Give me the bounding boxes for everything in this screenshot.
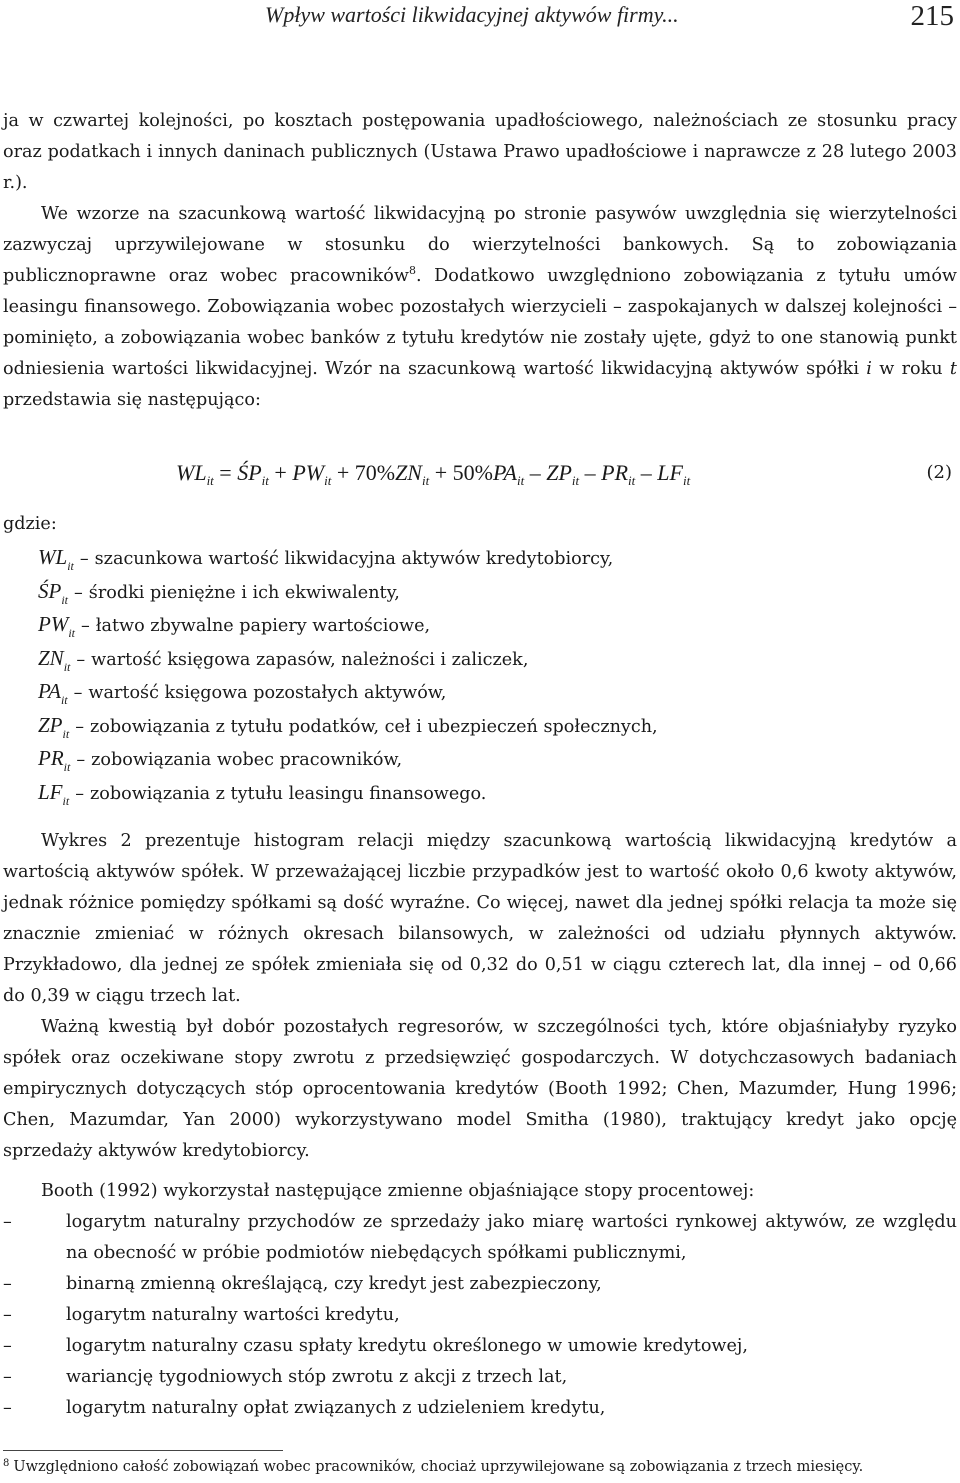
definition-dash: –: [76, 750, 86, 770]
formula-subscript: it: [421, 473, 430, 488]
formula-subscript: it: [206, 473, 214, 488]
formula-term: LF: [657, 460, 683, 485]
footnote-text: Uwzględniono całość zobowiązań wobec pracowników, chociaż uprzywilejowane są zobowiązania z trzech miesięcy.: [13, 1459, 864, 1475]
formula-term: ZN: [395, 460, 422, 485]
definition-dash: –: [73, 683, 83, 703]
definition-symbol: $LF_{it}$: [38, 779, 70, 808]
footnote-mark: 8: [3, 1458, 10, 1469]
definition-row: [38, 713, 918, 747]
variable-t: t: [949, 359, 957, 379]
definition-row: [38, 612, 918, 646]
paragraph-text: w roku: [871, 359, 950, 379]
list-dash: –: [3, 1398, 12, 1418]
definition-symbol: $PR_{it}$: [38, 746, 71, 774]
definitions-list: [38, 545, 918, 813]
list-item: – logarytm naturalny opłat związanych z udzieleniem kredytu,: [3, 1393, 957, 1424]
paragraph-text: . Dodatkowo uwzględniono zobowiązania z tytułu umów leasingu finansowego. Zobowiązania wobec pozostałych wierzycieli – zaspokajanych w dalszej kolejności – pominięto, a zobowiązania wobec banków z tytułu kredytów nie zostały ujęte, gdyż to one stanowią punkt odniesienia wartości likwidacyjnej. Wzór na szacunkową wartość likwidacyjną aktywów spółki: [3, 266, 957, 379]
definition-text: wartość księgowa pozostałych aktywów,: [88, 683, 447, 703]
list-dash: –: [3, 1336, 12, 1356]
list-dash: –: [3, 1274, 12, 1294]
list-dash: –: [3, 1212, 12, 1232]
formula-term: PW: [292, 460, 325, 485]
list-dash: –: [3, 1305, 12, 1325]
definition-text: szacunkowa wartość likwidacyjna aktywów kredytobiorcy,: [94, 549, 614, 569]
paragraph-text: przedstawia się następująco:: [3, 390, 261, 410]
list-item: – binarną zmienną określającą, czy kredyt jest zabezpieczony,: [3, 1269, 957, 1300]
variables-list: [3, 1207, 957, 1424]
definition-row: [38, 646, 918, 680]
formula-subscript: it: [682, 473, 691, 488]
definition-text: zobowiązania z tytułu podatków, ceł i ubezpieczeń społecznych,: [89, 716, 658, 737]
definition-symbol: $PA_{it}$: [38, 679, 68, 707]
footnote: [3, 1458, 957, 1475]
definition-symbol: $ZP_{it}$: [38, 712, 70, 741]
formula-subscript: it: [628, 473, 636, 488]
definition-symbol: $WL_{it}$: [38, 545, 74, 573]
definition-symbol: $PW_{it}$: [38, 612, 75, 640]
definition-row: [38, 679, 918, 713]
formula-term-prefix: +: [268, 460, 293, 485]
paragraph-continuation: ja w czwartej kolejności, po kosztach postępowania upadłościowego, należnościach ze stosunku pracy oraz podatkach i innych daninach publicznych (Ustawa Prawo upadłościowe i naprawcze z 28 lutego 2003 r.).: [3, 111, 957, 193]
definition-row: [38, 545, 918, 579]
definition-dash: –: [74, 582, 83, 603]
definition-row: [38, 579, 918, 613]
formula-term: PR: [601, 460, 629, 485]
definition-dash: –: [75, 716, 84, 737]
paragraph-booth: Booth (1992) wykorzystał następujące zmienne objaśniające stopy procentowej:: [41, 1181, 755, 1201]
formula-term-prefix: + 70%: [331, 460, 396, 485]
definition-text: wartość księgowa zapasów, należności i zaliczek,: [91, 649, 529, 670]
definition-dash: –: [79, 549, 89, 569]
formula-term: ZP: [546, 460, 572, 485]
variable-i: i: [866, 359, 872, 379]
formula-term: PA: [492, 460, 517, 485]
definition-text: środki pieniężne i ich ekwiwalenty,: [88, 582, 400, 603]
equation-block: [0, 460, 960, 500]
equation: [176, 460, 690, 489]
definition-symbol: $ŚP_{it}$: [38, 578, 68, 607]
footnote-reference: 8: [408, 264, 416, 277]
list-item: – wariancję tygodniowych stóp zwrotu z akcji z trzech lat,: [3, 1362, 957, 1393]
definition-text: zobowiązania z tytułu leasingu finansowego.: [89, 783, 487, 804]
equation-number: (2): [926, 462, 952, 483]
list-item: – logarytm naturalny czasu spłaty kredytu określonego w umowie kredytowej,: [3, 1331, 957, 1362]
formula-subscript: it: [324, 473, 332, 488]
page-header: [0, 0, 960, 40]
body-text-lower: [3, 826, 957, 1167]
body-text-booth: [3, 1176, 957, 1207]
paragraph-text: We wzorze na szacunkową wartość likwidacyjną po stronie pasywów uwzględnia się wierzytelności zazwyczaj uprzywilejowane w stosunku do wierzytelności bankowych. Są to zobowiązania publicznoprawne oraz wobec pracowników: [3, 204, 957, 286]
body-text-upper: [3, 106, 957, 416]
definition-row: [38, 780, 918, 814]
definition-text: zobowiązania wobec pracowników,: [91, 750, 403, 770]
definition-dash: –: [76, 649, 86, 670]
formula-term-prefix: –: [635, 460, 658, 485]
formula-subscript: it: [261, 473, 269, 488]
formula-lhs: WL: [176, 460, 207, 485]
formula-equals: =: [213, 460, 238, 485]
definitions-label: gdzie:: [3, 514, 57, 534]
paragraph-histogram: Wykres 2 prezentuje histogram relacji między szacunkową wartością likwidacyjną kredytów a wartością aktywów spółek. W przeważającej liczbie przypadków jest to wartość około 0,6 kwoty aktywów, jednak różnice pomiędzy spółkami są dość wyraźne. Co więcej, nawet dla jednej spółki relacja ta może się znacznie zmieniać w różnych okresach bilansowych, w zależności od udziału płynnych aktywów. Przykładowo, dla jednej ze spółek zmieniała się od 0,32 do 0,51 w ciągu czterech lat, dla innej – od 0,66 do 0,39 w ciągu trzech lat.: [3, 831, 957, 1006]
formula-term: ŚP: [237, 460, 262, 485]
definition-dash: –: [75, 783, 84, 804]
list-item: – logarytm naturalny wartości kredytu,: [3, 1300, 957, 1331]
formula-subscript: it: [571, 473, 580, 488]
paragraph-regressors: Ważną kwestią był dobór pozostałych regresorów, w szczególności tych, które objaśniałyby ryzyko spółek oraz oczekiwane stopy zwrotu z przedsięwzięć gospodarczych. W dotychczasowych badaniach empirycznych dotyczących stóp oprocentowania kredytów (Booth 1992; Chen, Mazumder, Hung 1996; Chen, Mazumdar, Yan 2000) wykorzystywano model Smitha (1980), traktujący kredyt jako opcję sprzedaży aktywów kredytobiorcy.: [3, 1017, 957, 1161]
running-title: Wpływ wartości likwidacyjnej aktywów firmy...: [265, 2, 679, 27]
list-dash: –: [3, 1367, 12, 1387]
formula-subscript: it: [517, 473, 525, 488]
page-number: 215: [910, 0, 954, 32]
definition-row: [38, 746, 918, 780]
definition-symbol: $ZN_{it}$: [38, 645, 71, 674]
definition-text: łatwo zbywalne papiery wartościowe,: [95, 616, 431, 636]
formula-term-prefix: –: [524, 460, 547, 485]
list-item: – logarytm naturalny przychodów ze sprzedaży jako miarę wartości rynkowej aktywów, ze względu na obecność w próbie podmiotów niebędących spółkami publicznymi,: [3, 1207, 957, 1269]
footnote-divider: [3, 1450, 283, 1451]
formula-term-prefix: + 50%: [429, 460, 493, 485]
definition-dash: –: [81, 616, 90, 636]
formula-term-prefix: –: [579, 460, 602, 485]
paragraph-formula-intro: [3, 199, 957, 416]
